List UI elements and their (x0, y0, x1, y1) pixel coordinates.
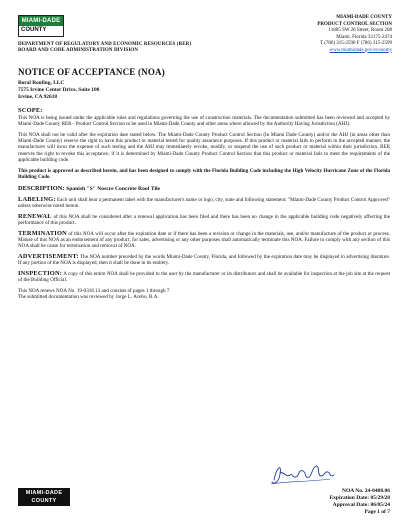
document-header (18, 15, 392, 55)
advertisement-heading: ADVERTISEMENT: (18, 252, 79, 260)
department-line-2: BOARD AND CODE ADMINISTRATION DIVISION (18, 48, 139, 54)
page-number: Page 1 of 7 (364, 509, 390, 515)
page-title: NOTICE OF ACCEPTANCE (NOA) (18, 67, 165, 77)
stamp-line-1: MIAMI-DADE COUNTY (25, 490, 63, 504)
description-heading: DESCRIPTION: (18, 184, 65, 192)
document-body (18, 107, 390, 300)
termination-text: of this NOA will occur after the expiration date or if there has been a revision or change in the materials, use, and/or manufacture of the product or process. Misuse of this NOA as an endorsement of any product, for sales, advertising or any other purposes shall automatically terminate this NOA. Failure to comply with any section of this NOA shall be cause for termination and removal of NOA. (18, 230, 390, 250)
description-value: Spanish "S" Noscre Concrete Roof Tile (66, 185, 161, 192)
contractor-street: 7575 Irvine Center Drive, Suite 100 (18, 87, 100, 93)
scope-heading: SCOPE: (18, 107, 43, 114)
inspection-heading: INSPECTION: (18, 269, 63, 277)
noa-metadata (330, 488, 391, 516)
address-line-3: 11805 SW 26 Street, Room 208 (328, 28, 392, 33)
contractor-name: Boral Roofing, LLC (18, 80, 65, 86)
address-phone-line: T (786) 315-2590 F (786) 315-2599 (320, 41, 392, 46)
scope-paragraph-3: This product is approved as described herein, and has been designed to comply with the Florida Building Code including the High Velocity Hurricane Zone of the Florida Building Code. (18, 167, 390, 180)
department-block (18, 42, 191, 55)
website-link[interactable]: www.miamidade.gov/economy (329, 47, 392, 53)
logo-bottom-text: COUNTY (19, 26, 63, 35)
signature-image (268, 460, 338, 488)
labeling-text: Each unit shall bear a permanent label with the manufacturer's name or logo, city, state and following statement: "Miami-Dade County Product Control Approved" unless otherwise noted herein. (18, 196, 390, 209)
labeling-heading: LABELING: (18, 195, 56, 203)
closing-section (18, 288, 390, 300)
renewal-section (18, 214, 390, 226)
address-block (242, 15, 392, 54)
termination-heading: TERMINATION (18, 229, 67, 237)
advertisement-section (18, 254, 390, 266)
closing-line-1: This NOA renews NOA No. 19-0318.13 and consists of pages 1 through 7. (18, 287, 171, 294)
inspection-text: A copy of this entire NOA shall be provided to the user by the manufacturer or its distributors and shall be available for inspection at the job site at the request of the Building Official. (18, 270, 390, 284)
address-line-1: MIAMI-DADE COUNTY (336, 15, 392, 20)
inspection-section (18, 271, 390, 283)
renewal-text: of this NOA shall be considered after a renewal application has been filed and there has been no change in the applicable building code negatively affecting the performance of this product. (18, 213, 390, 226)
department-line-1: DEPARTMENT OF REGULATORY AND ECONOMIC RESOURCES (RER) (18, 42, 192, 47)
address-line-4: Miami, Florida 33175-2474 (336, 34, 392, 40)
contractor-block (18, 80, 99, 101)
labeling-section (18, 197, 390, 209)
termination-section (18, 231, 390, 250)
scope-paragraph-2: This NOA shall not be valid after the expiration date stated below. The Miami-Dade County Product Control Section (In Miami Dade County) and/or the AHJ (in areas other than Miami-Dade County) reserve the right to have this product or material tested for quality assurance purposes. If this product or material fails to perform in the accepted manner, the manufacturer will incur the expense of such testing and the AHJ may immediately revoke, modify, or suspend the use of such product or material within their jurisdiction. RER reserves the right to revoke this acceptance, if it is determined by Miami-Dade County Product Control Section that this product or material fails to meet the requirements of the applicable building code. (18, 132, 390, 163)
description-line (18, 185, 390, 192)
miami-dade-logo (18, 15, 64, 37)
contractor-city: Irvine, CA 92618 (18, 94, 58, 100)
expiration-date: Expiration Date: 05/29/28 (329, 495, 390, 501)
renewal-heading: RENEWAL (18, 212, 52, 220)
logo-top-text: MIAMI-DADE (19, 16, 63, 26)
stamp-line-2: APPROVED (29, 506, 59, 512)
closing-line-2: The submitted documentation was reviewed by Jorge L. Acebo, R.A. (18, 294, 159, 301)
approved-stamp-logo (18, 488, 70, 512)
advertisement-text: The NOA number preceded by the words Miami-Dade County, Florida, and followed by the expiration date may be displayed in advertising literature. If any portion of the NOA is displayed, then it shall be done in its entirety. (18, 253, 390, 267)
address-line-2: PRODUCT CONTROL SECTION (317, 21, 392, 27)
approval-date: Approval Date: 06/05/24 (332, 502, 390, 508)
scope-paragraph-1: This NOA is being issued under the applicable rules and regulations governing the use of construction materials. The documentation submitted has been reviewed and accepted by Miami-Dade County RER - Product Control Section to be used in Miami-Dade County and other areas where allowed by the Authority Having Jurisdiction (AHJ). (18, 115, 390, 128)
noa-number: NOA No. 24-0408.06 (342, 488, 390, 494)
